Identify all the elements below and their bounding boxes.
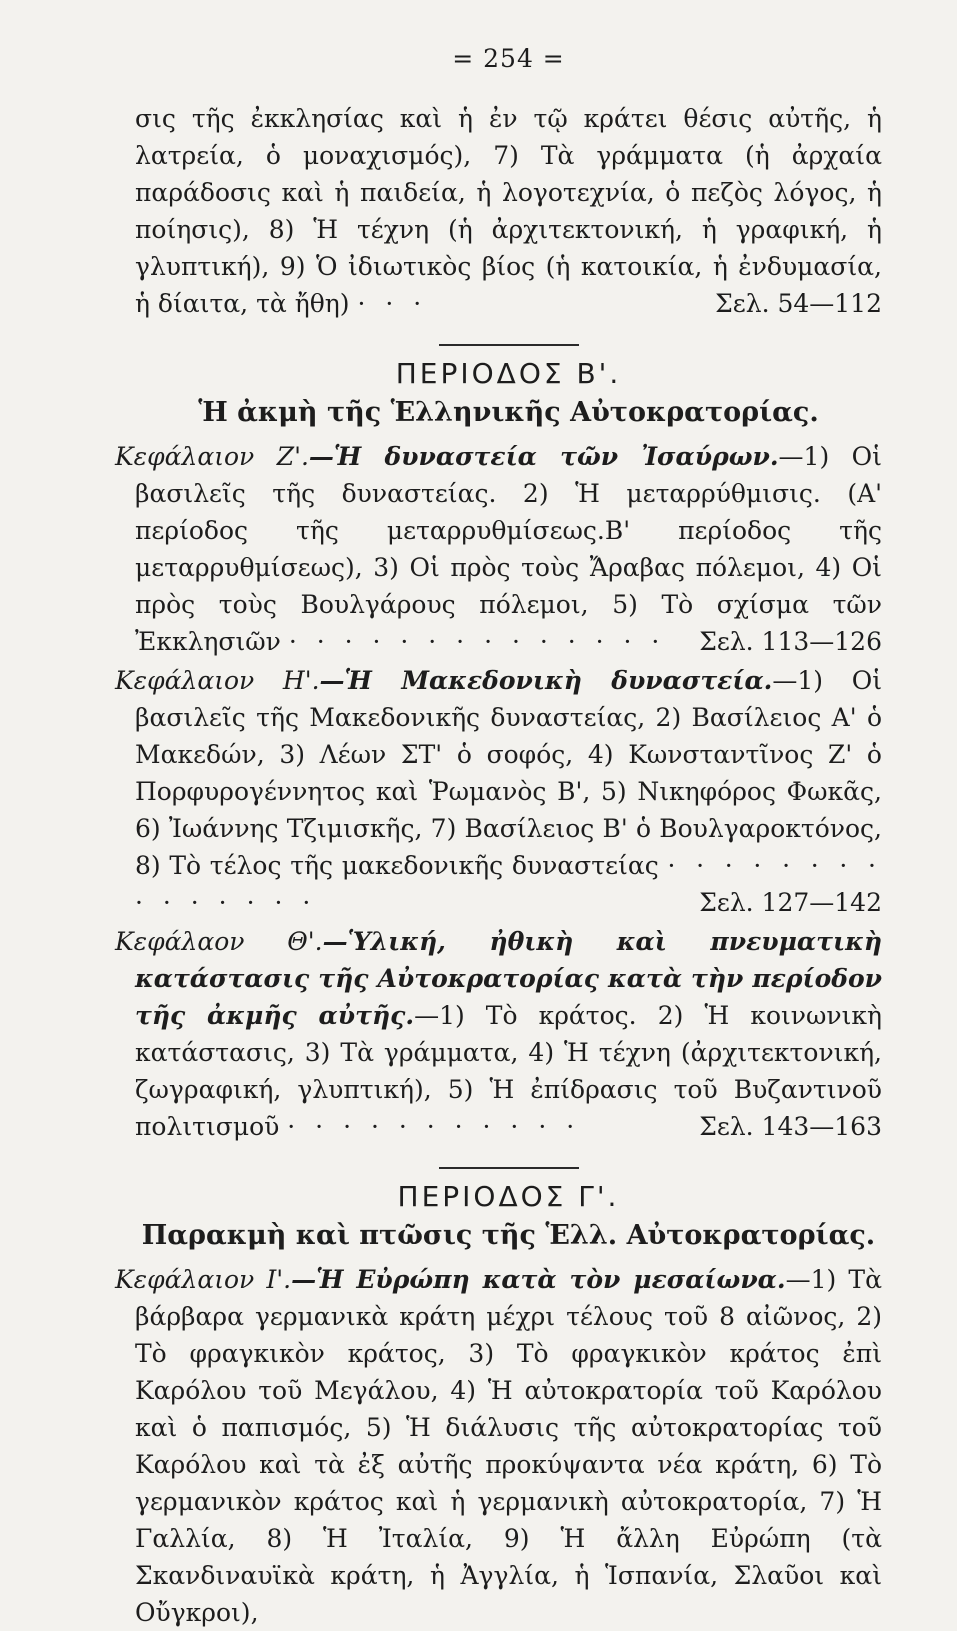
intro-leader-dots: · · · [357, 289, 428, 318]
chapter-title: —Ὑλική, ἠθικὴ καὶ πνευματικὴ κατάστασις τῆς Αὐτοκρατορίας κατὰ τὴν περίοδον τῆς ἀκμῆς αὐτῆς. [135, 927, 882, 1030]
page-number: = 254 = [452, 44, 565, 73]
section-divider [439, 344, 579, 346]
chapter-8 [115, 662, 883, 921]
intro-page-range: Σελ. 54—112 [715, 289, 882, 318]
period-b-title: ΠΕΡΙΟΔΟΣ Β'. [395, 357, 622, 390]
period-c-subtitle: Παρακμὴ καὶ πτῶσις τῆς Ἑλλ. Αὐτοκρατορίας. [141, 1220, 876, 1251]
chapter-label: Κεφάλαον Θ'. [115, 927, 323, 956]
chapter-label: Κεφάλαιον Ζ'. [115, 442, 309, 471]
chapter-title: —Ἡ δυναστεία τῶν Ἰσαύρων. [308, 442, 779, 471]
chapter-7 [115, 438, 882, 660]
chapter-title: —Ἡ Μακεδονικὴ δυναστεία. [319, 666, 773, 695]
chapter-contents: —1) Τὸ κράτος. 2) Ἡ κοινωνικὴ κατάστασις, 3) Τὰ γράμματα, 4) Ἡ τέχνη (ἀρχιτεκτονική, ζωγραφική, γλυπτική), 5) Ἡ ἐπίδρασις τοῦ Βυζαντινοῦ πολιτισμοῦ [135, 1001, 882, 1141]
chapter-contents: —1) Οἱ βασιλεῖς τῆς δυναστείας. 2) Ἡ μεταρρύθμισις. (Α' περίοδος τῆς μεταρρυθμίσεως.Β' περίοδος τῆς μεταρρυθμίσεως), 3) Οἱ πρὸς τοὺς Ἄραβας πόλεμοι, 4) Οἱ πρὸς τοὺς Βουλγάρους πόλεμοι, 5) Τὸ σχίσμα τῶν Ἐκκλησιῶν [135, 442, 882, 656]
period-b-subtitle: Ἡ ἀκμὴ τῆς Ἑλληνικῆς Αὐτοκρατορίας. [198, 397, 819, 428]
chapter-contents: —1) Οἱ βασιλεῖς τῆς Μακεδονικῆς δυναστείας, 2) Βασίλειος Α' ὁ Μακεδών, 3) Λέων ΣΤ' ὁ σοφός, 4) Κωνσταντῖνος Ζ' ὁ Πορφυρογέννητος καὶ Ῥωμανὸς Β', 5) Νικηφόρος Φωκᾶς, 6) Ἰωάννης Τζιμισκῆς, 7) Βασίλειος Β' ὁ Βουλγαροκτόνος, 8) Τὸ τέλος τῆς μακεδονικῆς δυναστείας [135, 666, 883, 880]
chapter-label: Κεφάλαιον Ι'. [115, 1265, 292, 1294]
chapter-page-range: Σελ. 143—163 [699, 1112, 882, 1141]
chapter-contents: —1) Τὰ βάρβαρα γερμανικὰ κράτη μέχρι τέλους τοῦ 8 αἰῶνος, 2) Τὸ φραγκικὸν κράτος, 3) Τὸ φραγκικὸν κράτος ἐπὶ Καρόλου τοῦ Μεγάλου, 4) Ἡ αὐτοκρατορία τοῦ Καρόλου καὶ ὁ παπισμός, 5) Ἡ διάλυσις τῆς αὐτοκρατορίας τοῦ Καρόλου καὶ τὰ ἐξ αὐτῆς προκύψαντα νέα κράτη, 6) Τὸ γερμανικὸν κράτος καὶ ἡ γερμανικὴ αὐτοκρατορία, 7) Ἡ Γαλλία, 8) Ἡ Ἰταλία, 9) Ἡ ἄλλη Εὐρώπη (τὰ Σκανδιναυϊκὰ κράτη, ἡ Ἀγγλία, ἡ Ἱσπανία, Σλαῦοι καὶ Οὔγκροι), [135, 1265, 882, 1627]
chapter-label: Κεφάλαιον Η'. [115, 666, 320, 695]
intro-text: σις τῆς ἐκκλησίας καὶ ἡ ἐν τῷ κράτει θέσις αὐτῆς, ἡ λατρεία, ὁ μοναχισμός), 7) Τὰ γράμματα (ἡ ἀρχαία παράδοσις καὶ ἡ παιδεία, ἡ λογοτεχνία, ὁ πεζὸς λόγος, ἡ ποίησις), 8) Ἡ τέχνη (ἡ ἀρχιτεκτονική, ἡ γραφική, ἡ γλυπτική), 9) Ὁ ἰδιωτικὸς βίος (ἡ κατοικία, ἡ ἐνδυμασία, ἡ δίαιτα, τὰ ἤθη) [135, 104, 882, 318]
chapter-leader-dots: · · · · · · · · · · · · · · [288, 627, 666, 656]
section-divider [439, 1167, 579, 1169]
intro-paragraph [135, 100, 882, 322]
chapter-leader-dots: · · · · · · · · · · · · · · · [135, 851, 882, 917]
chapter-page-range: Σελ. 127—142 [699, 888, 882, 917]
period-c-title: ΠΕΡΙΟΔΟΣ Γ'. [397, 1180, 620, 1213]
chapter-page-range: Σελ. 113—126 [699, 627, 882, 656]
chapter-10 [115, 1261, 882, 1631]
chapter-title: —Ἡ Εὐρώπη κατὰ τὸν μεσαίωνα. [291, 1265, 786, 1294]
chapter-9 [115, 923, 882, 1145]
chapter-leader-dots: · · · · · · · · · · · [287, 1112, 581, 1141]
